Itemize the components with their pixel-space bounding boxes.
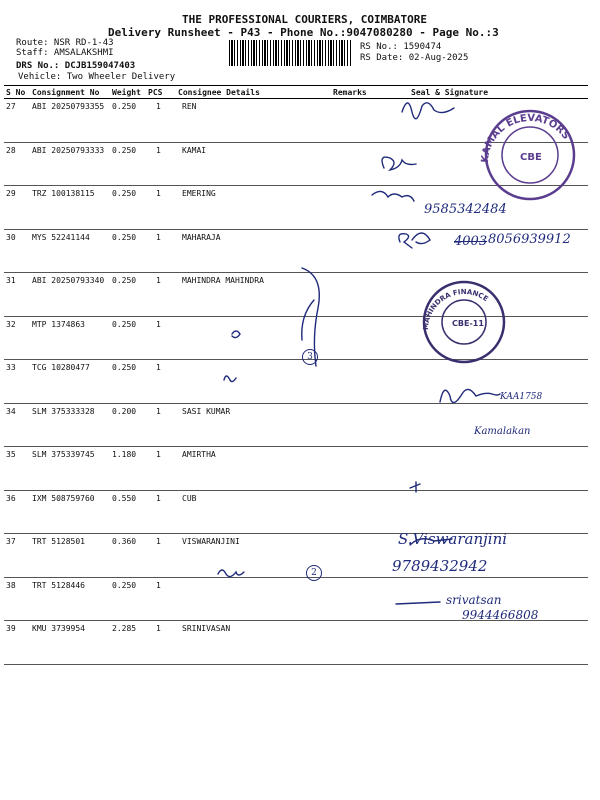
- col-consignment: Consignment No: [30, 86, 110, 99]
- cell-consignee: REN: [176, 99, 331, 143]
- cell-consignee: SRINIVASAN: [176, 621, 331, 665]
- runsheet-title: Delivery Runsheet - P43 - Phone No.:9047080280 - Page No.:3: [108, 26, 499, 39]
- cell-weight: 0.360: [110, 534, 146, 578]
- handwritten-phone-30: 8056939912: [488, 232, 571, 247]
- rs-number: RS No.: 1590474: [360, 42, 442, 52]
- cell-pcs: 1: [146, 447, 176, 491]
- signature-34: [440, 389, 500, 402]
- cell-weight: 0.200: [110, 403, 146, 447]
- cell-weight: 0.250: [110, 577, 146, 621]
- cell-consignment: ABI 20250793340: [30, 273, 110, 317]
- drs-label: DRS No.:: [16, 61, 60, 71]
- cell-consignment: SLM 375339745: [30, 447, 110, 491]
- cell-weight: 0.250: [110, 229, 146, 273]
- scribble-38: [218, 570, 244, 577]
- cell-weight: 0.250: [110, 99, 146, 143]
- circled-number-2: 2: [306, 565, 322, 581]
- cell-consignment: ABI 20250793355: [30, 99, 110, 143]
- handwritten-phone-29: 9585342484: [424, 202, 507, 217]
- signature-36: [410, 482, 420, 492]
- kamal-stamp-outer-text: KAMAL ELEVATORS: [479, 112, 572, 164]
- strike-39: [396, 602, 440, 604]
- col-remarks: Remarks: [331, 86, 389, 99]
- cell-pcs: 1: [146, 577, 176, 621]
- cell-consignment: TRT 5128446: [30, 577, 110, 621]
- cell-sno: 37: [4, 534, 30, 578]
- cell-sno: 38: [4, 577, 30, 621]
- cell-consignment: TCG 10280477: [30, 360, 110, 404]
- cell-pcs: 1: [146, 534, 176, 578]
- cell-sno: 35: [4, 447, 30, 491]
- handwritten-struck-30: 4003: [454, 234, 488, 249]
- cell-weight: 1.180: [110, 447, 146, 491]
- cell-weight: 0.250: [110, 186, 146, 230]
- cell-pcs: 1: [146, 316, 176, 360]
- col-weight: Weight: [110, 86, 146, 99]
- cell-consignment: SLM 375333328: [30, 403, 110, 447]
- kamal-stamp-inner-text: CBE: [520, 152, 542, 163]
- cell-pcs: 1: [146, 360, 176, 404]
- cell-consignment: IXM 508759760: [30, 490, 110, 534]
- cell-sno: 29: [4, 186, 30, 230]
- cell-sno: 36: [4, 490, 30, 534]
- cell-sno: 33: [4, 360, 30, 404]
- cell-sno: 34: [4, 403, 30, 447]
- signature-30: [399, 233, 430, 248]
- bracket-33: [302, 300, 314, 340]
- signature-29: [372, 191, 414, 201]
- cell-weight: 0.250: [110, 316, 146, 360]
- cell-consignee: SASI KUMAR: [176, 403, 331, 447]
- vehicle-label: Vehicle: Two Wheeler Delivery: [18, 72, 176, 82]
- cell-sno: 32: [4, 316, 30, 360]
- cell-sno: 27: [4, 99, 30, 143]
- handwritten-phone-39: 9944466808: [462, 608, 539, 622]
- cell-consignment: ABI 20250793333: [30, 142, 110, 186]
- handwritten-name-37: S.Viswaranjini: [398, 530, 508, 548]
- cell-weight: 2.285: [110, 621, 146, 665]
- col-sno: S No: [4, 86, 30, 99]
- cell-consignment: TRT 5128501: [30, 534, 110, 578]
- cell-consignee: CUB: [176, 490, 331, 534]
- scribble-32: [232, 331, 240, 338]
- cell-sno: 39: [4, 621, 30, 665]
- signature-27: [402, 103, 454, 119]
- cell-sno: 28: [4, 142, 30, 186]
- cell-pcs: 1: [146, 403, 176, 447]
- cell-consignment: MYS 52241144: [30, 229, 110, 273]
- cell-consignment: TRZ 100138115: [30, 186, 110, 230]
- handwritten-phone-37: 9789432942: [392, 557, 488, 575]
- cell-consignee: KAMAI: [176, 142, 331, 186]
- cell-consignment: MTP 1374863: [30, 316, 110, 360]
- signature-28: [382, 157, 416, 170]
- handwritten-name-39: srivatsan: [446, 593, 502, 607]
- cell-pcs: 1: [146, 273, 176, 317]
- cell-weight: 0.250: [110, 273, 146, 317]
- cell-weight: 0.250: [110, 360, 146, 404]
- scribble-34: [224, 376, 236, 382]
- cell-weight: 0.550: [110, 490, 146, 534]
- cell-pcs: 1: [146, 621, 176, 665]
- cell-pcs: 1: [146, 490, 176, 534]
- circled-number-3: 3: [302, 349, 318, 365]
- cell-consignee: VISWARANJINI: [176, 534, 331, 578]
- handwritten-note-34: KAA1758: [500, 392, 543, 402]
- cell-pcs: 1: [146, 99, 176, 143]
- cell-sno: 30: [4, 229, 30, 273]
- cell-consignee: EMERING: [176, 186, 331, 230]
- mahindra-stamp-inner-text: CBE-11: [452, 319, 484, 328]
- col-consignee: Consignee Details: [176, 86, 331, 99]
- cell-pcs: 1: [146, 229, 176, 273]
- staff-label: Staff: AMSALAKSHMI: [16, 48, 114, 58]
- mahindra-stamp-outer-text: MAHINDRA FINANCE: [421, 287, 490, 331]
- cell-consignee: AMIRTHA: [176, 447, 331, 491]
- cell-pcs: 1: [146, 186, 176, 230]
- rs-date: RS Date: 02-Aug-2025: [360, 53, 469, 63]
- cell-consignee: MAHINDRA MAHINDRA: [176, 273, 331, 317]
- drs-value: DCJB159047403: [64, 61, 136, 71]
- company-name: THE PROFESSIONAL COURIERS, COIMBATORE: [182, 13, 428, 26]
- cell-pcs: 1: [146, 142, 176, 186]
- cell-consignment: KMU 3739954: [30, 621, 110, 665]
- handwritten-name-35: Kamalakan: [474, 426, 531, 437]
- cell-sno: 31: [4, 273, 30, 317]
- col-pcs: PCS: [146, 86, 176, 99]
- route-label: Route: NSR RD-1-43: [16, 38, 114, 48]
- cell-weight: 0.250: [110, 142, 146, 186]
- col-seal: Seal & Signature: [389, 86, 588, 99]
- cell-consignee: MAHARAJA: [176, 229, 331, 273]
